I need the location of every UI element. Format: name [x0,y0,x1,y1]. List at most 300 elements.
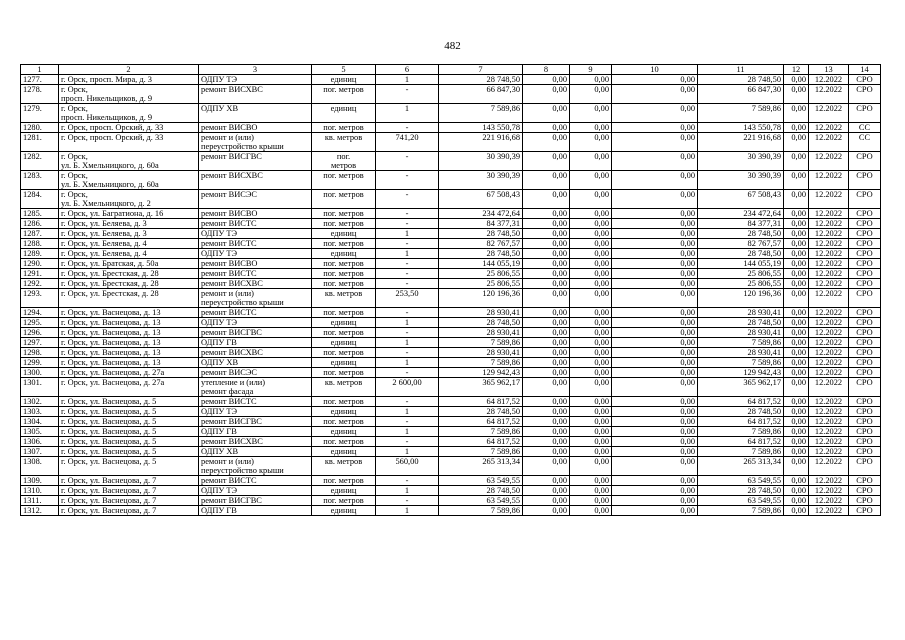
cell-total-cost: 143 550,78 [439,123,523,133]
cell-col-11: 7 589,86 [698,447,784,457]
cell-unit: пог. метров [312,308,376,318]
cell-col-8: 0,00 [523,209,570,219]
cell-address: г. Орск, ул. Васнецова, д. 27а [59,368,199,378]
cell-work-type: ОДПУ ТЭ [199,229,312,239]
cell-row-number: 1303. [21,407,59,417]
cell-col-9: 0,00 [570,486,612,496]
cell-work-type: ремонт ВИСХВС [199,437,312,447]
cell-address: г. Орск, просп. Орский, д. 33 [59,133,199,152]
table-body [21,75,881,516]
cell-unit: пог. метров [312,476,376,486]
cell-unit: пог. метров [312,328,376,338]
cell-total-cost: 28 930,41 [439,328,523,338]
header-cell-work-type: 3 [199,65,312,75]
cell-executor: СС [849,133,881,152]
cell-executor: СРО [849,447,881,457]
cell-executor: СРО [849,348,881,358]
cell-address: г. Орск, просп. Никельщиков, д. 9 [59,85,199,104]
cell-row-number: 1305. [21,427,59,437]
cell-col-8: 0,00 [523,308,570,318]
cell-col-12: 0,00 [784,348,809,358]
cell-quantity: 253,50 [376,289,439,308]
cell-total-cost: 221 916,68 [439,133,523,152]
cell-quantity: - [376,397,439,407]
cell-quantity: - [376,417,439,427]
cell-executor: СРО [849,209,881,219]
cell-completion-date: 12.2022 [809,486,849,496]
table-row [21,397,881,407]
cell-address: г. Орск, ул. Васнецова, д. 7 [59,496,199,506]
cell-col-12: 0,00 [784,496,809,506]
cell-unit: единиц [312,318,376,328]
cell-address: г. Орск, ул. Васнецова, д. 5 [59,427,199,437]
cell-col-10: 0,00 [612,152,698,171]
cell-col-12: 0,00 [784,486,809,496]
cell-completion-date: 12.2022 [809,229,849,239]
cell-quantity: - [376,328,439,338]
cell-col-8: 0,00 [523,407,570,417]
cell-quantity: 1 [376,249,439,259]
cell-col-10: 0,00 [612,447,698,457]
cell-col-10: 0,00 [612,437,698,447]
cell-row-number: 1306. [21,437,59,447]
cell-quantity: - [376,190,439,209]
cell-row-number: 1299. [21,358,59,368]
cell-col-8: 0,00 [523,427,570,437]
cell-completion-date: 12.2022 [809,407,849,417]
cell-col-11: 28 748,50 [698,318,784,328]
cell-executor: СРО [849,269,881,279]
header-cell-col-12: 12 [784,65,809,75]
cell-row-number: 1277. [21,75,59,85]
cell-work-type: ремонт ВИСГВС [199,152,312,171]
cell-quantity: 1 [376,338,439,348]
cell-address: г. Орск, ул. Беляева, д. 4 [59,249,199,259]
cell-executor: СРО [849,368,881,378]
cell-work-type: ОДПУ ГВ [199,427,312,437]
cell-col-9: 0,00 [570,239,612,249]
cell-total-cost: 28 748,50 [439,318,523,328]
cell-col-9: 0,00 [570,289,612,308]
cell-row-number: 1298. [21,348,59,358]
cell-completion-date: 12.2022 [809,152,849,171]
table-row [21,249,881,259]
cell-address: г. Орск, ул. Б. Хмельницкого, д. 60а [59,152,199,171]
table-row [21,133,881,152]
cell-unit: кв. метров [312,457,376,476]
cell-address: г. Орск, ул. Б. Хмельницкого, д. 2 [59,190,199,209]
cell-col-8: 0,00 [523,368,570,378]
table-row [21,457,881,476]
header-cell-completion-date: 13 [809,65,849,75]
cell-col-12: 0,00 [784,239,809,249]
cell-row-number: 1312. [21,506,59,516]
cell-col-10: 0,00 [612,133,698,152]
cell-col-10: 0,00 [612,486,698,496]
cell-col-10: 0,00 [612,348,698,358]
header-cell-unit: 5 [312,65,376,75]
cell-col-9: 0,00 [570,328,612,338]
cell-completion-date: 12.2022 [809,506,849,516]
cell-col-9: 0,00 [570,447,612,457]
cell-executor: СРО [849,229,881,239]
cell-total-cost: 129 942,43 [439,368,523,378]
cell-col-11: 64 817,52 [698,397,784,407]
cell-col-9: 0,00 [570,407,612,417]
cell-work-type: ОДПУ ТЭ [199,75,312,85]
cell-col-8: 0,00 [523,239,570,249]
table-row [21,123,881,133]
cell-work-type: ремонт и (или) переустройство крыши [199,457,312,476]
cell-total-cost: 265 313,34 [439,457,523,476]
cell-quantity: - [376,269,439,279]
cell-work-type: ремонт ВИСХВС [199,279,312,289]
cell-address: г. Орск, ул. Васнецова, д. 5 [59,417,199,427]
cell-quantity: - [376,348,439,358]
cell-executor: СРО [849,457,881,476]
cell-col-10: 0,00 [612,279,698,289]
cell-total-cost: 7 589,86 [439,506,523,516]
cell-total-cost: 63 549,55 [439,476,523,486]
cell-completion-date: 12.2022 [809,269,849,279]
cell-col-10: 0,00 [612,368,698,378]
cell-col-12: 0,00 [784,259,809,269]
cell-work-type: ремонт ВИСХВС [199,348,312,358]
cell-total-cost: 82 767,57 [439,239,523,249]
cell-unit: кв. метров [312,378,376,397]
cell-total-cost: 28 748,50 [439,407,523,417]
cell-executor: СРО [849,289,881,308]
cell-address: г. Орск, ул. Б. Хмельницкого, д. 60а [59,171,199,190]
cell-col-12: 0,00 [784,417,809,427]
cell-row-number: 1282. [21,152,59,171]
cell-row-number: 1283. [21,171,59,190]
cell-col-11: 30 390,39 [698,152,784,171]
cell-row-number: 1308. [21,457,59,476]
cell-quantity: - [376,85,439,104]
cell-col-11: 63 549,55 [698,496,784,506]
cell-col-8: 0,00 [523,171,570,190]
cell-quantity: - [376,239,439,249]
cell-col-11: 28 748,50 [698,249,784,259]
cell-col-12: 0,00 [784,358,809,368]
cell-completion-date: 12.2022 [809,123,849,133]
cell-row-number: 1310. [21,486,59,496]
cell-completion-date: 12.2022 [809,104,849,123]
cell-executor: СРО [849,308,881,318]
cell-quantity: - [376,279,439,289]
cell-unit: пог. метров [312,279,376,289]
cell-address: г. Орск, ул. Брестская, д. 28 [59,269,199,279]
cell-work-type: ремонт ВИСТС [199,397,312,407]
header-cell-executor: 14 [849,65,881,75]
cell-col-9: 0,00 [570,75,612,85]
cell-work-type: ОДПУ ТЭ [199,486,312,496]
cell-col-8: 0,00 [523,289,570,308]
cell-executor: СРО [849,75,881,85]
cell-col-10: 0,00 [612,229,698,239]
cell-col-12: 0,00 [784,437,809,447]
page-number: 482 [444,40,461,52]
cell-address: г. Орск, ул. Васнецова, д. 5 [59,457,199,476]
cell-col-10: 0,00 [612,358,698,368]
cell-quantity: - [376,496,439,506]
cell-quantity: - [376,259,439,269]
cell-unit: кв. метров [312,133,376,152]
cell-col-10: 0,00 [612,190,698,209]
cell-col-9: 0,00 [570,279,612,289]
cell-col-11: 67 508,43 [698,190,784,209]
cell-unit: единиц [312,486,376,496]
cell-col-11: 28 748,50 [698,407,784,417]
cell-address: г. Орск, ул. Брестская, д. 28 [59,289,199,308]
cell-completion-date: 12.2022 [809,219,849,229]
cell-address: г. Орск, ул. Багратиона, д. 16 [59,209,199,219]
cell-col-11: 129 942,43 [698,368,784,378]
cell-quantity: 1 [376,447,439,457]
cell-unit: пог. метров [312,219,376,229]
cell-col-12: 0,00 [784,104,809,123]
cell-col-12: 0,00 [784,407,809,417]
cell-total-cost: 64 817,52 [439,417,523,427]
cell-col-8: 0,00 [523,476,570,486]
cell-row-number: 1281. [21,133,59,152]
cell-col-10: 0,00 [612,209,698,219]
cell-col-11: 28 748,50 [698,486,784,496]
cell-col-12: 0,00 [784,190,809,209]
cell-quantity: 1 [376,427,439,437]
header-cell-address: 2 [59,65,199,75]
cell-unit: кв. метров [312,289,376,308]
cell-completion-date: 12.2022 [809,328,849,338]
cell-col-8: 0,00 [523,457,570,476]
cell-col-11: 30 390,39 [698,171,784,190]
cell-col-9: 0,00 [570,427,612,437]
cell-executor: СРО [849,318,881,328]
cell-address: г. Орск, ул. Васнецова, д. 13 [59,328,199,338]
cell-quantity: - [376,308,439,318]
cell-completion-date: 12.2022 [809,457,849,476]
header-cell-row-number: 1 [21,65,59,75]
cell-work-type: ремонт ВИСГВС [199,417,312,427]
cell-executor: СРО [849,171,881,190]
cell-col-10: 0,00 [612,171,698,190]
table-row [21,259,881,269]
cell-col-11: 25 806,55 [698,279,784,289]
cell-executor: СРО [849,85,881,104]
cell-col-8: 0,00 [523,486,570,496]
cell-address: г. Орск, ул. Васнецова, д. 13 [59,338,199,348]
cell-col-9: 0,00 [570,123,612,133]
cell-col-12: 0,00 [784,476,809,486]
cell-col-11: 28 930,41 [698,328,784,338]
cell-col-9: 0,00 [570,219,612,229]
cell-executor: СРО [849,486,881,496]
cell-total-cost: 7 589,86 [439,447,523,457]
table-row [21,506,881,516]
cell-col-8: 0,00 [523,229,570,239]
cell-total-cost: 30 390,39 [439,171,523,190]
cell-col-8: 0,00 [523,496,570,506]
cell-unit: пог. метров [312,496,376,506]
cell-row-number: 1278. [21,85,59,104]
cell-col-12: 0,00 [784,289,809,308]
cell-completion-date: 12.2022 [809,397,849,407]
cell-executor: СРО [849,397,881,407]
cell-work-type: ремонт ВИСТС [199,219,312,229]
cell-completion-date: 12.2022 [809,171,849,190]
cell-quantity: 2 600,00 [376,378,439,397]
cell-work-type: ремонт ВИСХВС [199,85,312,104]
cell-total-cost: 7 589,86 [439,338,523,348]
cell-col-9: 0,00 [570,338,612,348]
table-row [21,328,881,338]
cell-col-9: 0,00 [570,308,612,318]
cell-col-10: 0,00 [612,75,698,85]
cell-executor: СРО [849,417,881,427]
cell-executor: СРО [849,279,881,289]
cell-total-cost: 7 589,86 [439,104,523,123]
cell-col-8: 0,00 [523,378,570,397]
cell-col-11: 365 962,17 [698,378,784,397]
cell-completion-date: 12.2022 [809,85,849,104]
cell-work-type: ремонт ВИСЭС [199,368,312,378]
cell-row-number: 1309. [21,476,59,486]
cell-row-number: 1279. [21,104,59,123]
cell-row-number: 1292. [21,279,59,289]
registry-table [20,64,881,516]
cell-completion-date: 12.2022 [809,133,849,152]
cell-unit: пог. метров [312,85,376,104]
table-row [21,289,881,308]
cell-executor: СРО [849,239,881,249]
cell-row-number: 1297. [21,338,59,348]
cell-col-12: 0,00 [784,75,809,85]
cell-address: г. Орск, ул. Братская, д. 50а [59,259,199,269]
cell-executor: СРО [849,378,881,397]
cell-col-8: 0,00 [523,328,570,338]
cell-row-number: 1286. [21,219,59,229]
cell-total-cost: 67 508,43 [439,190,523,209]
table-row [21,378,881,397]
cell-col-12: 0,00 [784,338,809,348]
cell-quantity: - [376,437,439,447]
cell-quantity: - [376,152,439,171]
cell-col-9: 0,00 [570,133,612,152]
cell-row-number: 1302. [21,397,59,407]
cell-quantity: 1 [376,104,439,123]
cell-address: г. Орск, ул. Васнецова, д. 13 [59,308,199,318]
cell-col-8: 0,00 [523,318,570,328]
cell-col-10: 0,00 [612,318,698,328]
cell-col-9: 0,00 [570,318,612,328]
cell-work-type: ОДПУ ТЭ [199,407,312,417]
cell-quantity: 1 [376,75,439,85]
cell-address: г. Орск, ул. Васнецова, д. 13 [59,348,199,358]
cell-work-type: ОДПУ ГВ [199,338,312,348]
cell-col-10: 0,00 [612,496,698,506]
cell-col-9: 0,00 [570,209,612,219]
cell-col-9: 0,00 [570,457,612,476]
cell-address: г. Орск, ул. Васнецова, д. 5 [59,447,199,457]
table-row [21,171,881,190]
cell-col-11: 64 817,52 [698,437,784,447]
cell-col-10: 0,00 [612,123,698,133]
cell-unit: единиц [312,358,376,368]
cell-col-12: 0,00 [784,219,809,229]
cell-address: г. Орск, просп. Орский, д. 33 [59,123,199,133]
cell-work-type: ремонт и (или) переустройство крыши [199,289,312,308]
table-row [21,348,881,358]
table-row [21,190,881,209]
cell-total-cost: 63 549,55 [439,496,523,506]
cell-col-10: 0,00 [612,476,698,486]
cell-col-12: 0,00 [784,229,809,239]
cell-col-11: 7 589,86 [698,427,784,437]
cell-completion-date: 12.2022 [809,378,849,397]
cell-unit: единиц [312,75,376,85]
cell-col-12: 0,00 [784,378,809,397]
cell-address: г. Орск, ул. Васнецова, д. 7 [59,506,199,516]
cell-total-cost: 120 196,36 [439,289,523,308]
cell-address: г. Орск, ул. Васнецова, д. 7 [59,486,199,496]
cell-executor: СРО [849,476,881,486]
cell-row-number: 1295. [21,318,59,328]
header-cell-quantity: 6 [376,65,439,75]
cell-col-9: 0,00 [570,378,612,397]
cell-address: г. Орск, ул. Беляева, д. 4 [59,239,199,249]
cell-col-10: 0,00 [612,219,698,229]
cell-row-number: 1290. [21,259,59,269]
table-row [21,219,881,229]
cell-row-number: 1311. [21,496,59,506]
cell-completion-date: 12.2022 [809,318,849,328]
cell-executor: СРО [849,152,881,171]
cell-col-12: 0,00 [784,318,809,328]
cell-completion-date: 12.2022 [809,75,849,85]
cell-col-12: 0,00 [784,152,809,171]
cell-executor: СРО [849,437,881,447]
cell-completion-date: 12.2022 [809,348,849,358]
cell-col-12: 0,00 [784,457,809,476]
cell-row-number: 1280. [21,123,59,133]
cell-work-type: ремонт ВИСВО [199,259,312,269]
cell-completion-date: 12.2022 [809,417,849,427]
cell-col-10: 0,00 [612,407,698,417]
cell-col-10: 0,00 [612,506,698,516]
table-row [21,496,881,506]
cell-col-12: 0,00 [784,123,809,133]
table-row [21,486,881,496]
cell-unit: единиц [312,427,376,437]
cell-total-cost: 28 930,41 [439,348,523,358]
cell-unit: единиц [312,447,376,457]
cell-unit: пог. метров [312,417,376,427]
cell-completion-date: 12.2022 [809,358,849,368]
cell-col-8: 0,00 [523,123,570,133]
cell-total-cost: 25 806,55 [439,269,523,279]
cell-col-11: 120 196,36 [698,289,784,308]
cell-address: г. Орск, ул. Васнецова, д. 5 [59,397,199,407]
cell-col-12: 0,00 [784,85,809,104]
cell-col-11: 63 549,55 [698,476,784,486]
cell-col-10: 0,00 [612,397,698,407]
cell-quantity: - [376,219,439,229]
cell-unit: единиц [312,506,376,516]
cell-col-11: 84 377,31 [698,219,784,229]
cell-address: г. Орск, ул. Васнецова, д. 27а [59,378,199,397]
cell-col-8: 0,00 [523,417,570,427]
